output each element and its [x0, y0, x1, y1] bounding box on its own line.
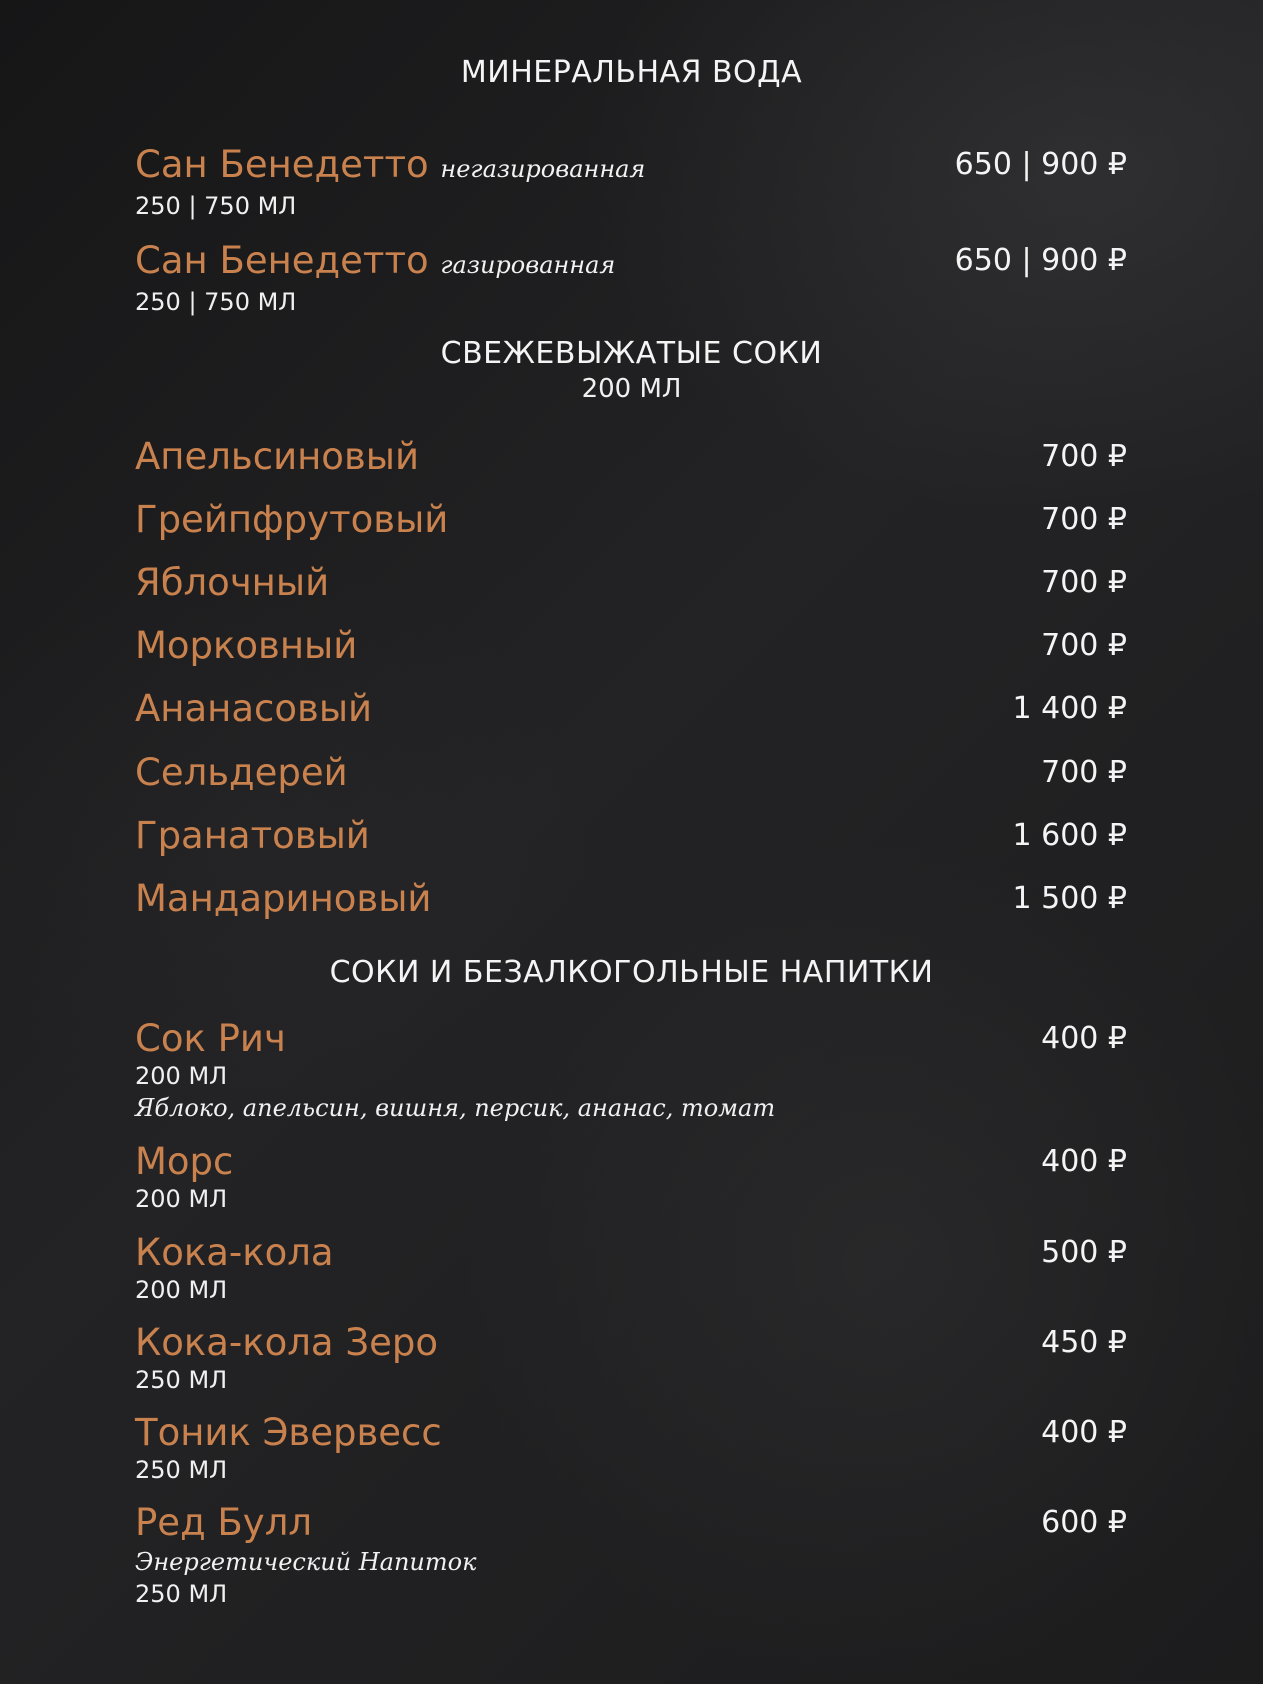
section-title-fresh-juices: СВЕЖЕВЫЖАТЫЕ СОКИ — [440, 336, 823, 371]
item-price: 650 | 900 ₽ — [954, 147, 1127, 182]
menu-item-pomegranate — [135, 814, 1127, 858]
item-volume: 250 МЛ — [135, 1456, 228, 1484]
menu-item-carrot — [135, 624, 1127, 668]
item-name: Грейпфрутовый — [135, 498, 449, 541]
item-price: 650 | 900 ₽ — [954, 243, 1127, 278]
item-name: Гранатовый — [135, 814, 370, 857]
item-volume: 200 МЛ — [135, 1276, 228, 1304]
item-name: Сан Бенедетто — [135, 143, 429, 186]
menu-item-san-benedetto-sparkling — [135, 239, 1127, 317]
item-name: Сок Рич — [135, 1017, 286, 1060]
item-price: 400 ₽ — [1041, 1144, 1127, 1179]
menu-item-coca-cola — [135, 1231, 1127, 1305]
item-name: Тоник Эвервесс — [135, 1411, 442, 1454]
item-name: Мандариновый — [135, 877, 432, 920]
menu-item-red-bull — [135, 1501, 1127, 1609]
item-name: Сельдерей — [135, 751, 348, 794]
item-name: Кока-кола Зеро — [135, 1321, 438, 1364]
item-name: Сан Бенедетто — [135, 239, 429, 282]
item-price: 600 ₽ — [1041, 1505, 1127, 1540]
item-price: 700 ₽ — [1041, 502, 1127, 537]
item-volume: 200 МЛ — [135, 1062, 228, 1090]
item-price: 1 600 ₽ — [1012, 818, 1127, 853]
menu-item-celery — [135, 751, 1127, 795]
item-name: Ананасовый — [135, 687, 373, 730]
item-name: Апельсиновый — [135, 435, 420, 478]
item-price: 500 ₽ — [1041, 1235, 1127, 1270]
item-description: Яблоко, апельсин, вишня, персик, ананас, томат — [135, 1094, 776, 1122]
item-price: 700 ₽ — [1041, 755, 1127, 790]
item-price: 450 ₽ — [1041, 1325, 1127, 1360]
item-name: Морс — [135, 1140, 234, 1183]
item-volume: 250 МЛ — [135, 1366, 228, 1394]
menu-item-mors — [135, 1140, 1127, 1214]
item-volume: 250 | 750 МЛ — [135, 288, 297, 316]
menu-item-coca-cola-zero — [135, 1321, 1127, 1395]
item-volume: 250 | 750 МЛ — [135, 192, 297, 220]
menu-item-rich-juice — [135, 1017, 1127, 1125]
section-title-mineral-water: МИНЕРАЛЬНАЯ ВОДА — [460, 55, 803, 90]
item-name: Ред Булл — [135, 1501, 312, 1544]
item-note: негазированная — [440, 155, 646, 183]
item-volume: 200 МЛ — [135, 1185, 228, 1213]
menu-item-tonic-evervess — [135, 1411, 1127, 1485]
item-price: 1 500 ₽ — [1012, 881, 1127, 916]
item-volume: 250 МЛ — [135, 1580, 228, 1608]
item-price: 700 ₽ — [1041, 628, 1127, 663]
item-name: Кока-кола — [135, 1231, 334, 1274]
item-price: 700 ₽ — [1041, 439, 1127, 474]
menu-item-mandarin — [135, 877, 1127, 921]
menu-item-san-benedetto-still — [135, 143, 1127, 221]
item-description: Энергетический Напиток — [135, 1548, 477, 1576]
item-note: газированная — [440, 251, 616, 279]
item-name: Яблочный — [135, 561, 330, 604]
item-price: 400 ₽ — [1041, 1415, 1127, 1450]
item-name: Морковный — [135, 624, 358, 667]
menu-item-grapefruit — [135, 498, 1127, 542]
menu-item-pineapple — [135, 687, 1127, 731]
section-subtitle-fresh-juices: 200 МЛ — [581, 374, 682, 404]
menu-item-orange — [135, 435, 1127, 479]
item-price: 400 ₽ — [1041, 1021, 1127, 1056]
menu-item-apple — [135, 561, 1127, 605]
item-price: 700 ₽ — [1041, 565, 1127, 600]
item-price: 1 400 ₽ — [1012, 691, 1127, 726]
section-title-soft-drinks: СОКИ И БЕЗАЛКОГОЛЬНЫЕ НАПИТКИ — [329, 955, 934, 990]
